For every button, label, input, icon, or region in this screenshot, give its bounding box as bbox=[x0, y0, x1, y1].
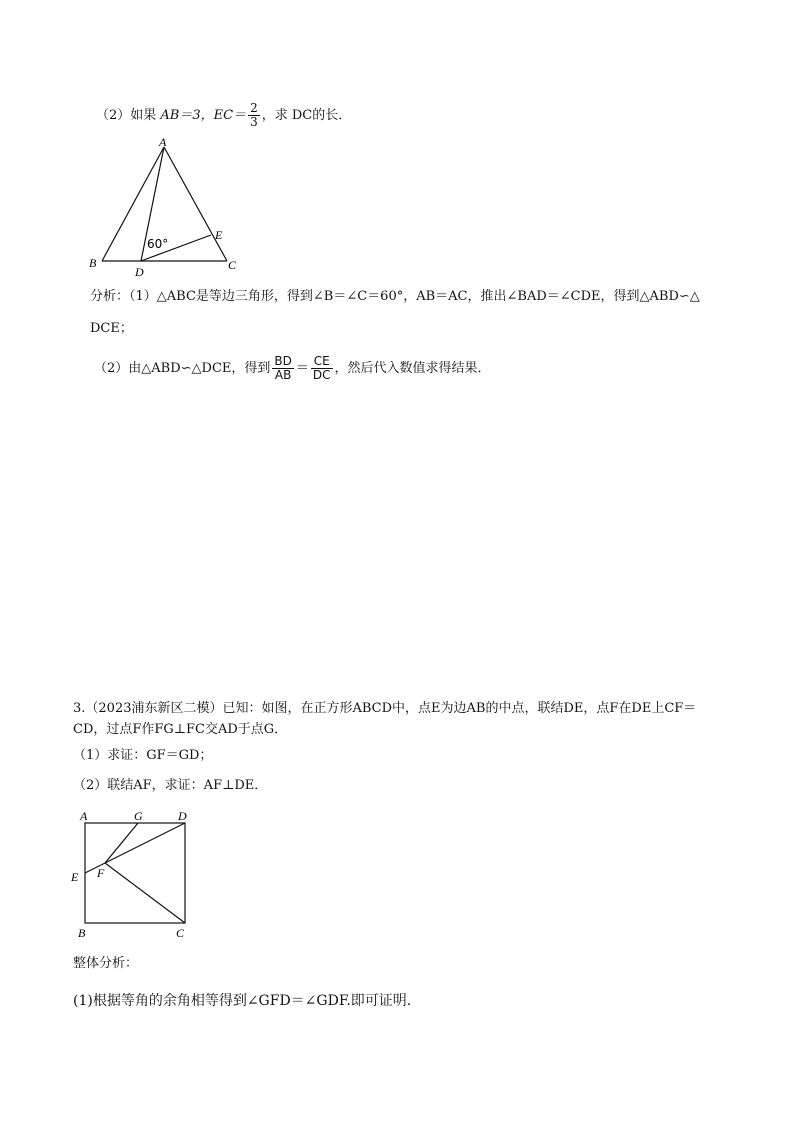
label-a: A bbox=[159, 135, 167, 149]
side-ac bbox=[164, 147, 227, 261]
fraction-ce-dc bbox=[311, 355, 333, 382]
analysis-line1: 分析：（1）△ABC是等边三角形，得到∠B＝∠C＝60°，AB＝AC，推出∠BAD＝∠CDE，得到△ABD∽△ bbox=[90, 289, 700, 304]
label-f: F bbox=[97, 866, 105, 880]
analysis-part2 bbox=[94, 355, 491, 382]
label-a: A bbox=[80, 809, 88, 823]
analysis-part2-prefix: （2）由△ABD∽△DCE，得到 bbox=[94, 361, 271, 376]
label-d: D bbox=[178, 809, 187, 823]
frac-den: 3 bbox=[250, 115, 258, 129]
frac1-num: BD bbox=[274, 354, 292, 368]
segment-fc bbox=[105, 863, 185, 923]
analysis-line2: DCE； bbox=[90, 321, 133, 336]
label-b: B bbox=[89, 256, 97, 270]
analysis-part2-suffix: ，然后代入数值求得结果． bbox=[334, 361, 491, 376]
problem3-line1: 3.（2023浦东新区二模）已知：如图，在正方形ABCD中，点E为边AB的中点，联结DE，点F在DE上CF＝ bbox=[73, 701, 697, 716]
frac1-den: AB bbox=[274, 368, 292, 382]
triangle-figure bbox=[80, 135, 250, 280]
label-e: E bbox=[71, 870, 79, 884]
fraction-bd-ab bbox=[272, 355, 293, 382]
label-e: E bbox=[215, 228, 223, 242]
problem2-part2 bbox=[96, 102, 351, 129]
part2-ec: EC＝ bbox=[213, 108, 247, 123]
square-figure bbox=[66, 806, 196, 942]
problem3-part1: （1）求证：GF＝GD； bbox=[73, 748, 213, 763]
part2-suffix: ，求 DC的长． bbox=[261, 108, 352, 123]
label-d: D bbox=[135, 265, 144, 279]
segment-fg bbox=[105, 823, 138, 863]
frac2-den: DC bbox=[312, 368, 331, 382]
analysis-eq: ＝ bbox=[295, 361, 309, 376]
problem3-part2: （2）联结AF，求证：AF⊥DE． bbox=[73, 778, 268, 793]
frac2-num: CE bbox=[311, 355, 333, 369]
label-c: C bbox=[228, 258, 237, 272]
part2-ab: AB＝3， bbox=[160, 108, 214, 123]
label-c: C bbox=[176, 926, 185, 940]
problem3-line2: CD，过点F作FG⊥FC交AD于点G． bbox=[73, 722, 288, 737]
angle-label: 60° bbox=[147, 237, 169, 251]
frac-num: 2 bbox=[250, 101, 258, 115]
label-g: G bbox=[134, 809, 143, 823]
overall-analysis: 整体分析： bbox=[73, 956, 139, 971]
label-b: B bbox=[78, 926, 86, 940]
analysis-step1: (1)根据等角的余角相等得到∠GFD＝∠GDF.即可证明. bbox=[73, 993, 412, 1009]
part2-prefix: （2）如果 bbox=[96, 108, 161, 123]
fraction-two-thirds bbox=[248, 102, 260, 129]
